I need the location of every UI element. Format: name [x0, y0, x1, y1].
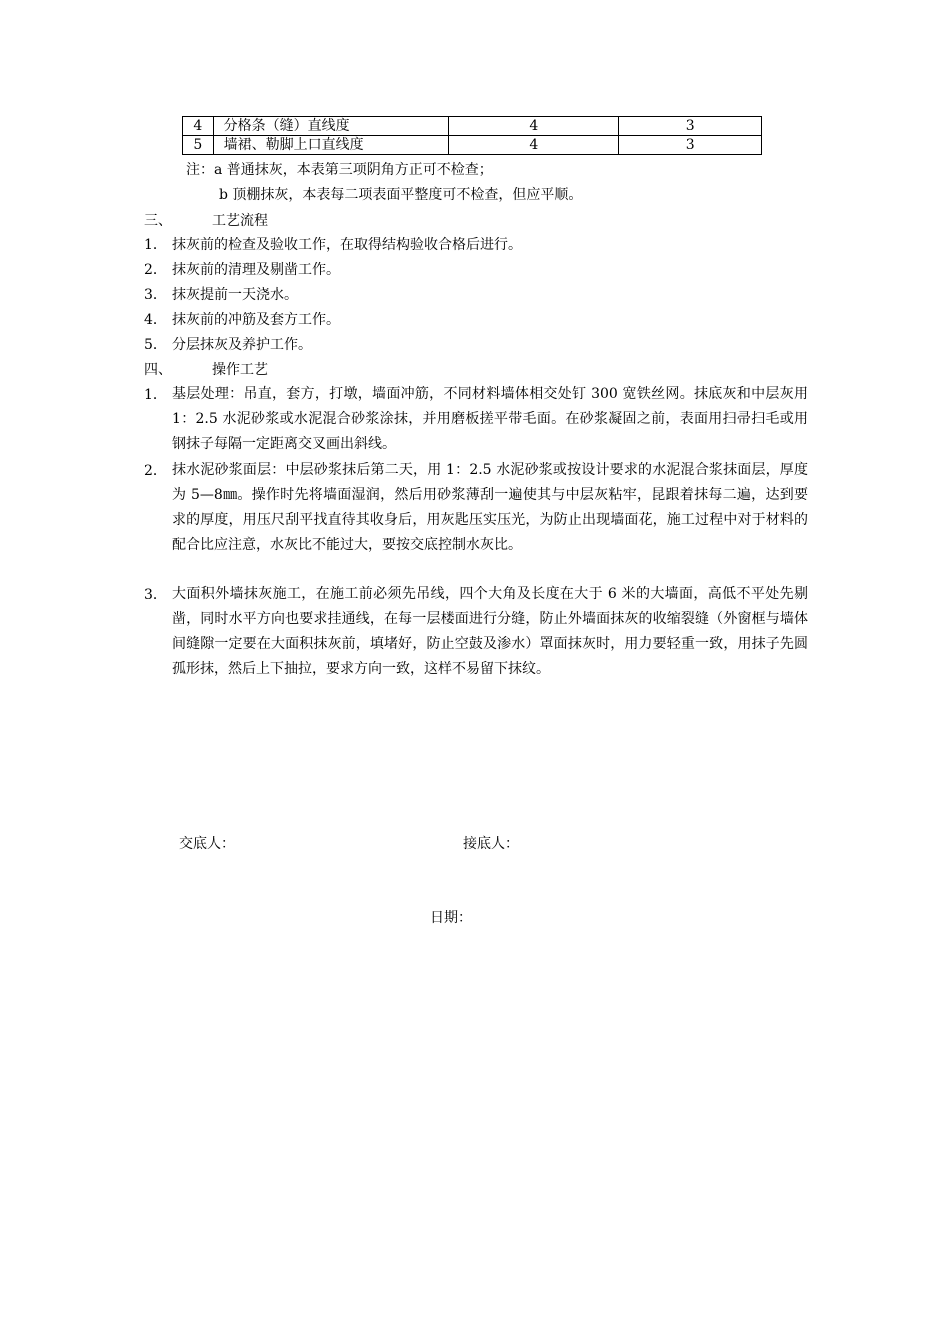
giver-label: 交底人： [179, 836, 235, 852]
tolerance-table [182, 116, 762, 155]
list-item-number: 2． [144, 262, 167, 278]
row-item: 墙裙、勒脚上口直线度 [213, 136, 449, 155]
list-item-number: 4． [144, 312, 167, 328]
list-item: 分层抹灰及养护工作。 [172, 337, 312, 353]
section-title: 工艺流程 [212, 213, 268, 229]
list-item: 抹水泥砂浆面层：中层砂浆抹后第二天，用 1：2.5 水泥砂浆或按设计要求的水泥混合浆抹面层，厚度为 5—8㎜。操作时先将墙面湿润，然后用砂浆薄刮一遍使其与中层灰粘牢，昆跟着抹每二遍，达到要求的厚度，用压尺刮平找直待其收身后，用灰匙压实压光，为防止出现墙面花，施工过程中对于材料的配合比应注意，水灰比不能过大，要按交底控制水灰比。 [172, 462, 808, 553]
note-a: 注：a 普通抹灰，本表第三项阴角方正可不检查； [186, 162, 493, 178]
list-item: 抹灰前的冲筋及套方工作。 [172, 312, 340, 328]
table-row [183, 117, 762, 136]
row-value-b: 3 [619, 117, 762, 136]
row-value-a: 4 [449, 136, 619, 155]
note-b: b 顶棚抹灰，本表每二项表面平整度可不检查，但应平顺。 [219, 187, 583, 203]
list-item-number: 1． [144, 237, 167, 253]
section-number: 四、 [144, 362, 172, 378]
list-item-number: 2． [144, 463, 167, 479]
list-item: 抹灰提前一天浇水。 [172, 287, 298, 303]
row-number: 5 [183, 136, 214, 155]
date-label: 日期： [430, 910, 472, 926]
list-item-number: 1． [144, 387, 167, 403]
receiver-label: 接底人： [463, 836, 519, 852]
section-number: 三、 [144, 213, 172, 229]
row-number: 4 [183, 117, 214, 136]
list-item: 基层处理：吊直，套方，打墩，墙面冲筋，不同材料墙体相交处钉 300 宽铁丝网。抹底灰和中层灰用 1：2.5 水泥砂浆或水泥混合砂浆涂抹，并用磨板搓平带毛面。在砂浆凝固之前，表面用扫帚扫毛或用钢抹子每隔一定距离交叉画出斜线。 [172, 386, 808, 452]
list-item: 抹灰前的检查及验收工作，在取得结构验收合格后进行。 [172, 237, 522, 253]
list-item: 抹灰前的清理及剔凿工作。 [172, 262, 340, 278]
row-value-b: 3 [619, 136, 762, 155]
list-item-number: 3． [144, 287, 167, 303]
row-item: 分格条（缝）直线度 [213, 117, 449, 136]
list-item: 大面积外墙抹灰施工，在施工前必须先吊线，四个大角及长度在大于 6 米的大墙面，高低不平处先剔凿，同时水平方向也要求挂通线，在每一层楼面进行分缝，防止外墙面抹灰的收缩裂缝（外窗框与墙体间缝隙一定要在大面积抹灰前，填堵好，防止空鼓及渗水）罩面抹灰时，用力要轻重一致，用抹子先圆孤形抹，然后上下抽拉，要求方向一致，这样不易留下抹纹。 [172, 586, 808, 677]
table-row [183, 136, 762, 155]
section-title: 操作工艺 [212, 362, 268, 378]
list-item-number: 3． [144, 587, 167, 603]
list-item-number: 5． [144, 337, 167, 353]
row-value-a: 4 [449, 117, 619, 136]
